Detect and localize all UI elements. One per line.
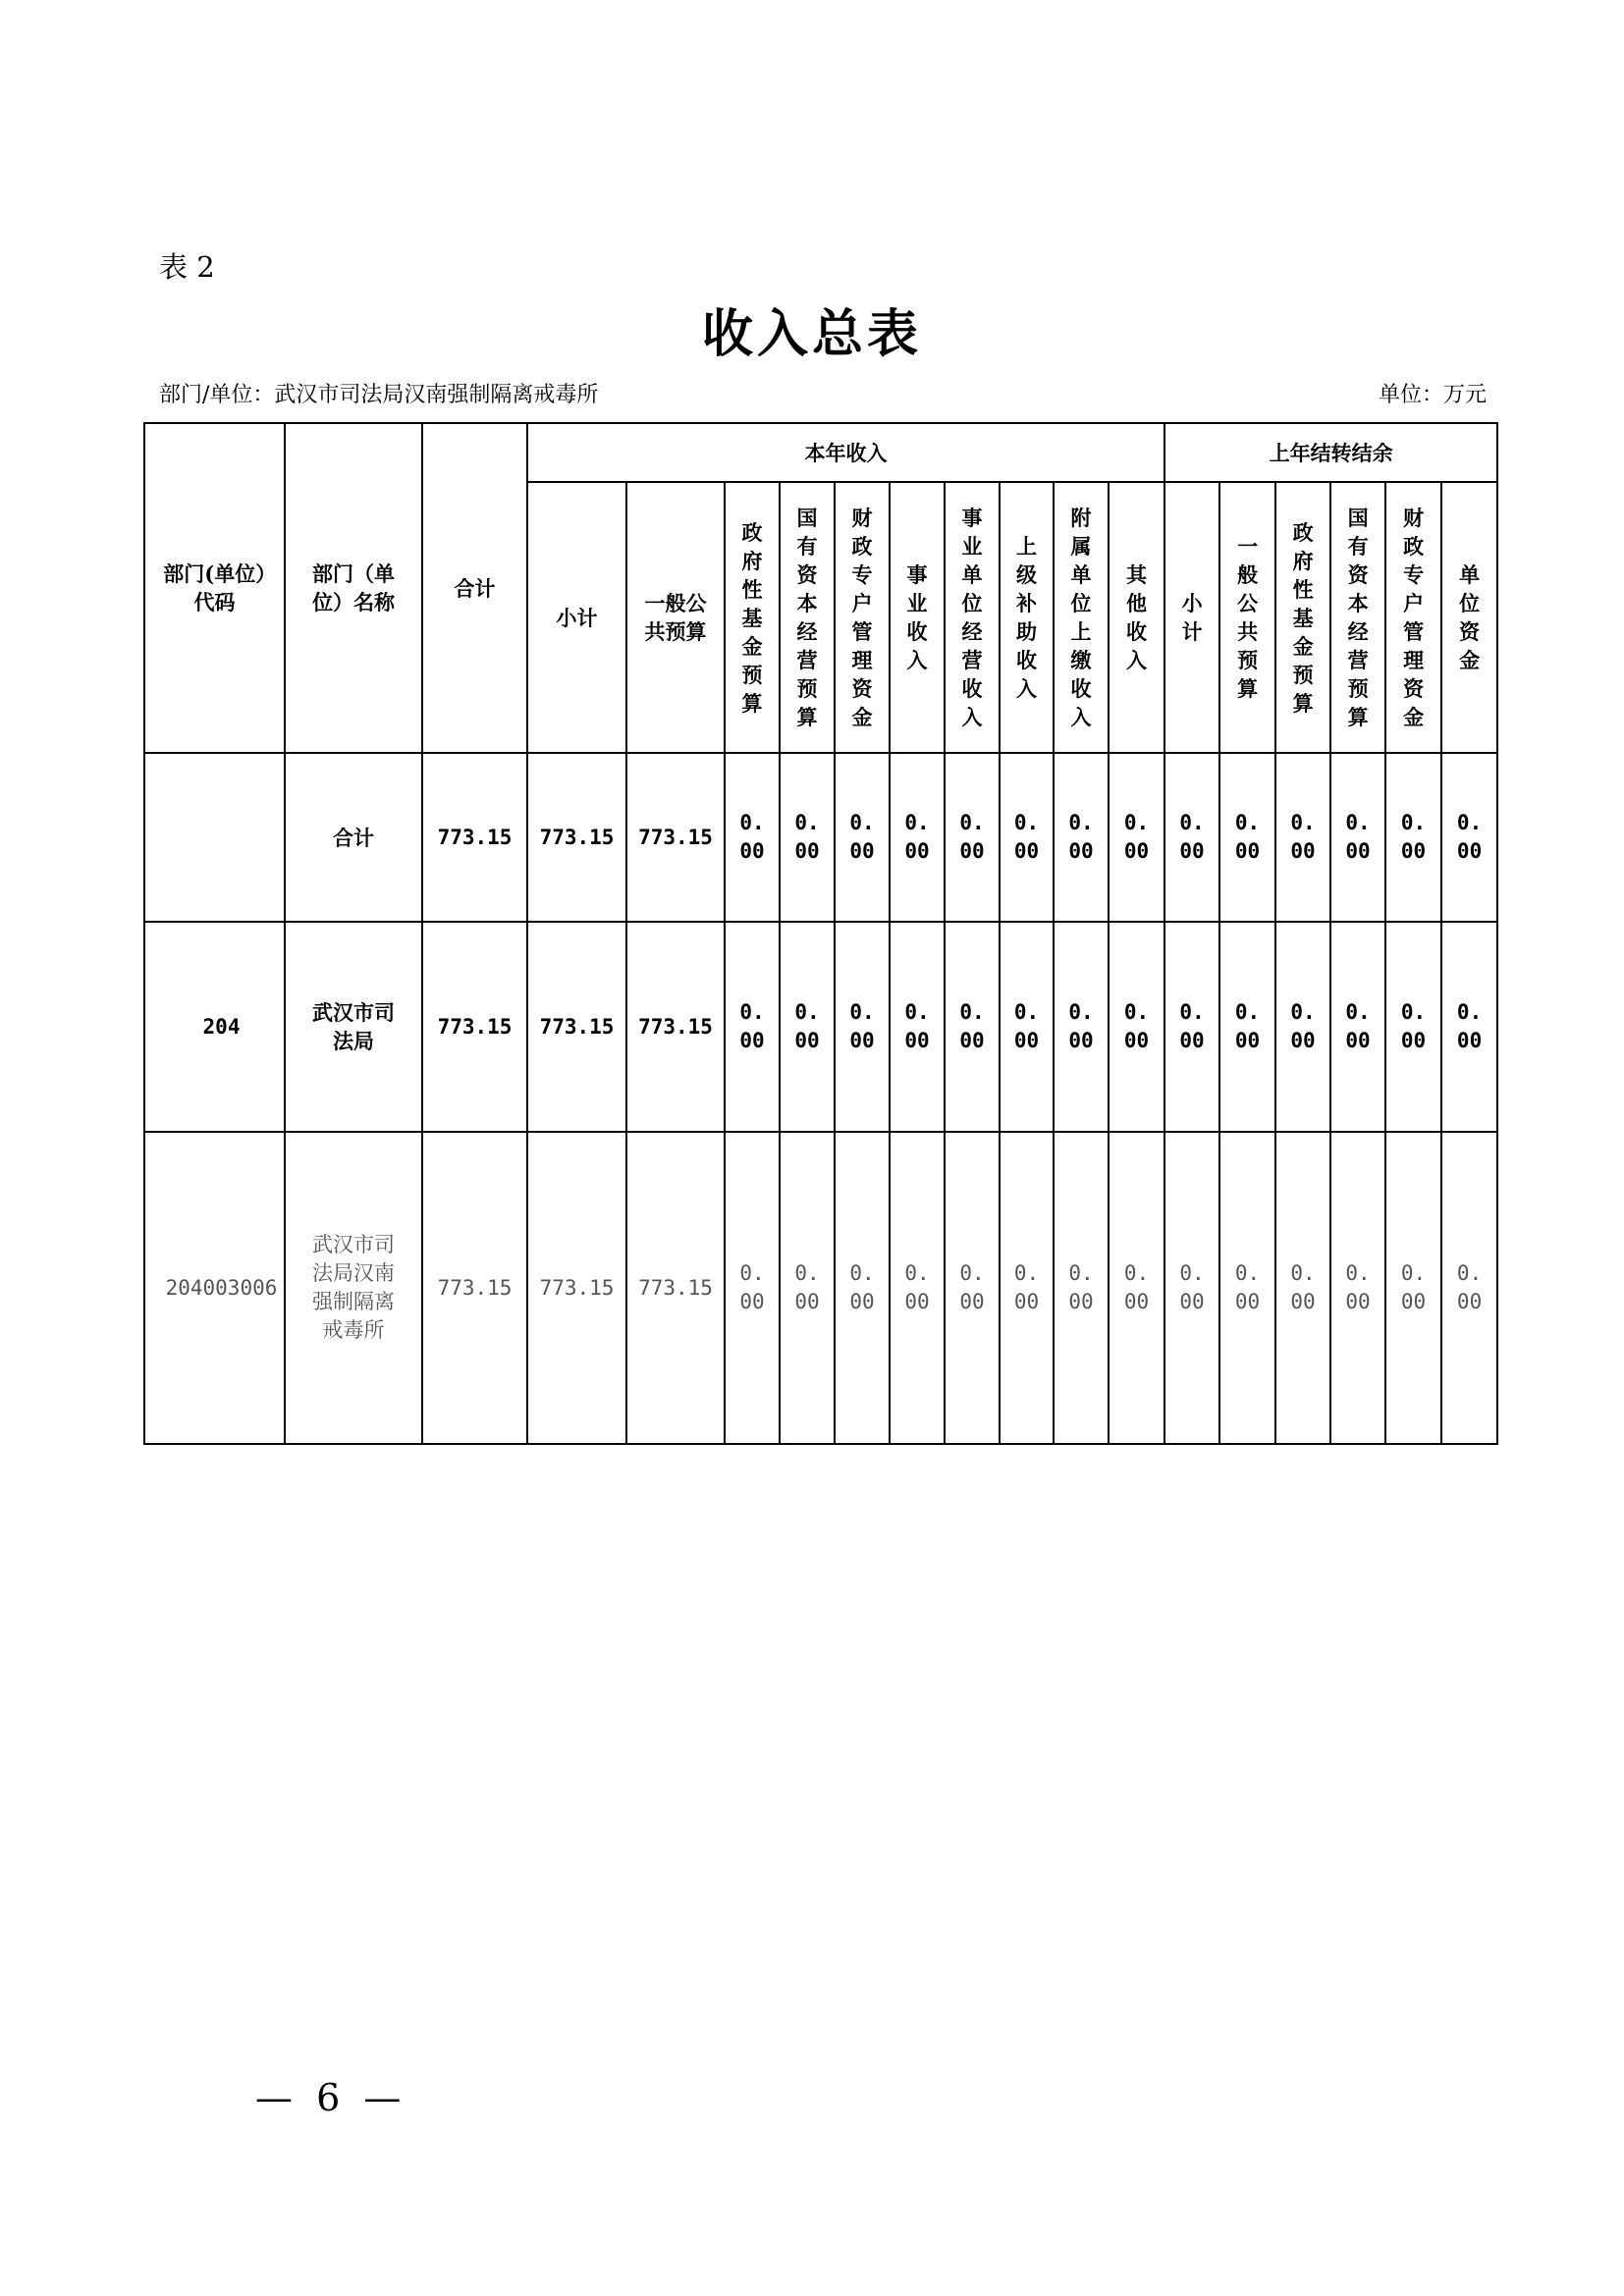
row-current-value-7: 0.00 xyxy=(1000,1132,1054,1444)
row-name-cell: 武汉市司法局 xyxy=(285,922,422,1132)
row-current-value-2: 0.00 xyxy=(725,922,780,1132)
table-body xyxy=(144,753,1497,1444)
current_year-col-header-0: 小计 xyxy=(527,482,626,753)
header-prior-year: 上年结转结余 xyxy=(1164,423,1497,482)
row-prior-value-0: 0.00 xyxy=(1164,753,1219,922)
row-current-value-4: 0.00 xyxy=(835,753,890,922)
current_year-col-header-8: 附属单位上缴收入 xyxy=(1054,482,1109,753)
income-summary-table xyxy=(143,422,1498,1445)
row-current-value-6: 0.00 xyxy=(945,1132,1000,1444)
row-prior-value-4: 0.00 xyxy=(1385,753,1441,922)
header-current-year: 本年收入 xyxy=(527,423,1164,482)
row-name-cell: 合计 xyxy=(285,753,422,922)
table-row xyxy=(144,753,1497,922)
prior_year-col-header-1: 一般公共预算 xyxy=(1219,482,1275,753)
row-current-value-3: 0.00 xyxy=(780,753,835,922)
prior_year-col-header-4: 财政专户管理资金 xyxy=(1385,482,1441,753)
row-current-value-7: 0.00 xyxy=(1000,922,1054,1132)
current_year-col-header-7: 上级补助收入 xyxy=(1000,482,1054,753)
prior_year-col-header-0: 小计 xyxy=(1164,482,1219,753)
prior_year-col-header-5: 单位资金 xyxy=(1441,482,1497,753)
department-label: 部门/单位：武汉市司法局汉南强制隔离戒毒所 xyxy=(159,383,599,407)
row-current-value-0: 773.15 xyxy=(527,1132,626,1444)
row-current-value-5: 0.00 xyxy=(890,753,945,922)
row-name-cell: 武汉市司法局汉南强制隔离戒毒所 xyxy=(285,1132,422,1444)
row-prior-value-2: 0.00 xyxy=(1275,753,1330,922)
row-current-value-2: 0.00 xyxy=(725,753,780,922)
row-current-value-0: 773.15 xyxy=(527,922,626,1132)
current_year-col-header-3: 国有资本经营预算 xyxy=(780,482,835,753)
row-prior-value-3: 0.00 xyxy=(1330,922,1385,1132)
row-code-cell: 204 xyxy=(144,922,285,1132)
row-current-value-8: 0.00 xyxy=(1054,753,1109,922)
row-total-cell: 773.15 xyxy=(422,1132,527,1444)
row-current-value-5: 0.00 xyxy=(890,1132,945,1444)
current_year-col-header-4: 财政专户管理资金 xyxy=(835,482,890,753)
row-prior-value-1: 0.00 xyxy=(1219,753,1275,922)
row-current-value-5: 0.00 xyxy=(890,922,945,1132)
row-current-value-6: 0.00 xyxy=(945,753,1000,922)
row-total-cell: 773.15 xyxy=(422,922,527,1132)
header-total: 合计 xyxy=(422,423,527,753)
row-prior-value-4: 0.00 xyxy=(1385,922,1441,1132)
row-prior-value-2: 0.00 xyxy=(1275,1132,1330,1444)
row-current-value-0: 773.15 xyxy=(527,753,626,922)
row-current-value-9: 0.00 xyxy=(1109,753,1164,922)
page-number: — 6 — xyxy=(255,2076,407,2119)
row-prior-value-0: 0.00 xyxy=(1164,922,1219,1132)
row-prior-value-3: 0.00 xyxy=(1330,1132,1385,1444)
row-prior-value-0: 0.00 xyxy=(1164,1132,1219,1444)
row-prior-value-4: 0.00 xyxy=(1385,1132,1441,1444)
row-current-value-7: 0.00 xyxy=(1000,753,1054,922)
current_year-col-header-5: 事业收入 xyxy=(890,482,945,753)
row-current-value-8: 0.00 xyxy=(1054,1132,1109,1444)
current_year-col-header-2: 政府性基金预算 xyxy=(725,482,780,753)
header-name: 部门（单位）名称 xyxy=(285,423,422,753)
row-current-value-3: 0.00 xyxy=(780,1132,835,1444)
row-current-value-3: 0.00 xyxy=(780,922,835,1132)
row-prior-value-2: 0.00 xyxy=(1275,922,1330,1132)
unit-label: 单位：万元 xyxy=(1378,383,1487,407)
current_year-col-header-1: 一般公共预算 xyxy=(626,482,725,753)
row-code-cell: 204003006 xyxy=(144,1132,285,1444)
table-row xyxy=(144,922,1497,1132)
row-current-value-4: 0.00 xyxy=(835,1132,890,1444)
row-current-value-8: 0.00 xyxy=(1054,922,1109,1132)
row-current-value-1: 773.15 xyxy=(626,922,725,1132)
row-prior-value-3: 0.00 xyxy=(1330,753,1385,922)
row-prior-value-5: 0.00 xyxy=(1441,1132,1497,1444)
header-code: 部门(单位）代码 xyxy=(144,423,285,753)
row-current-value-2: 0.00 xyxy=(725,1132,780,1444)
row-current-value-1: 773.15 xyxy=(626,1132,725,1444)
row-code-cell xyxy=(144,753,285,922)
row-prior-value-5: 0.00 xyxy=(1441,922,1497,1132)
document-title: 收入总表 xyxy=(701,304,922,364)
current_year-col-header-6: 事业单位经营收入 xyxy=(945,482,1000,753)
table-row xyxy=(144,1132,1497,1444)
prior_year-col-header-2: 政府性基金预算 xyxy=(1275,482,1330,753)
row-current-value-1: 773.15 xyxy=(626,753,725,922)
row-prior-value-5: 0.00 xyxy=(1441,753,1497,922)
table-label: 表 2 xyxy=(159,250,215,284)
current_year-col-header-9: 其他收入 xyxy=(1109,482,1164,753)
row-prior-value-1: 0.00 xyxy=(1219,922,1275,1132)
prior_year-col-header-3: 国有资本经营预算 xyxy=(1330,482,1385,753)
row-current-value-9: 0.00 xyxy=(1109,922,1164,1132)
row-current-value-9: 0.00 xyxy=(1109,1132,1164,1444)
row-total-cell: 773.15 xyxy=(422,753,527,922)
row-prior-value-1: 0.00 xyxy=(1219,1132,1275,1444)
row-current-value-6: 0.00 xyxy=(945,922,1000,1132)
row-current-value-4: 0.00 xyxy=(835,922,890,1132)
